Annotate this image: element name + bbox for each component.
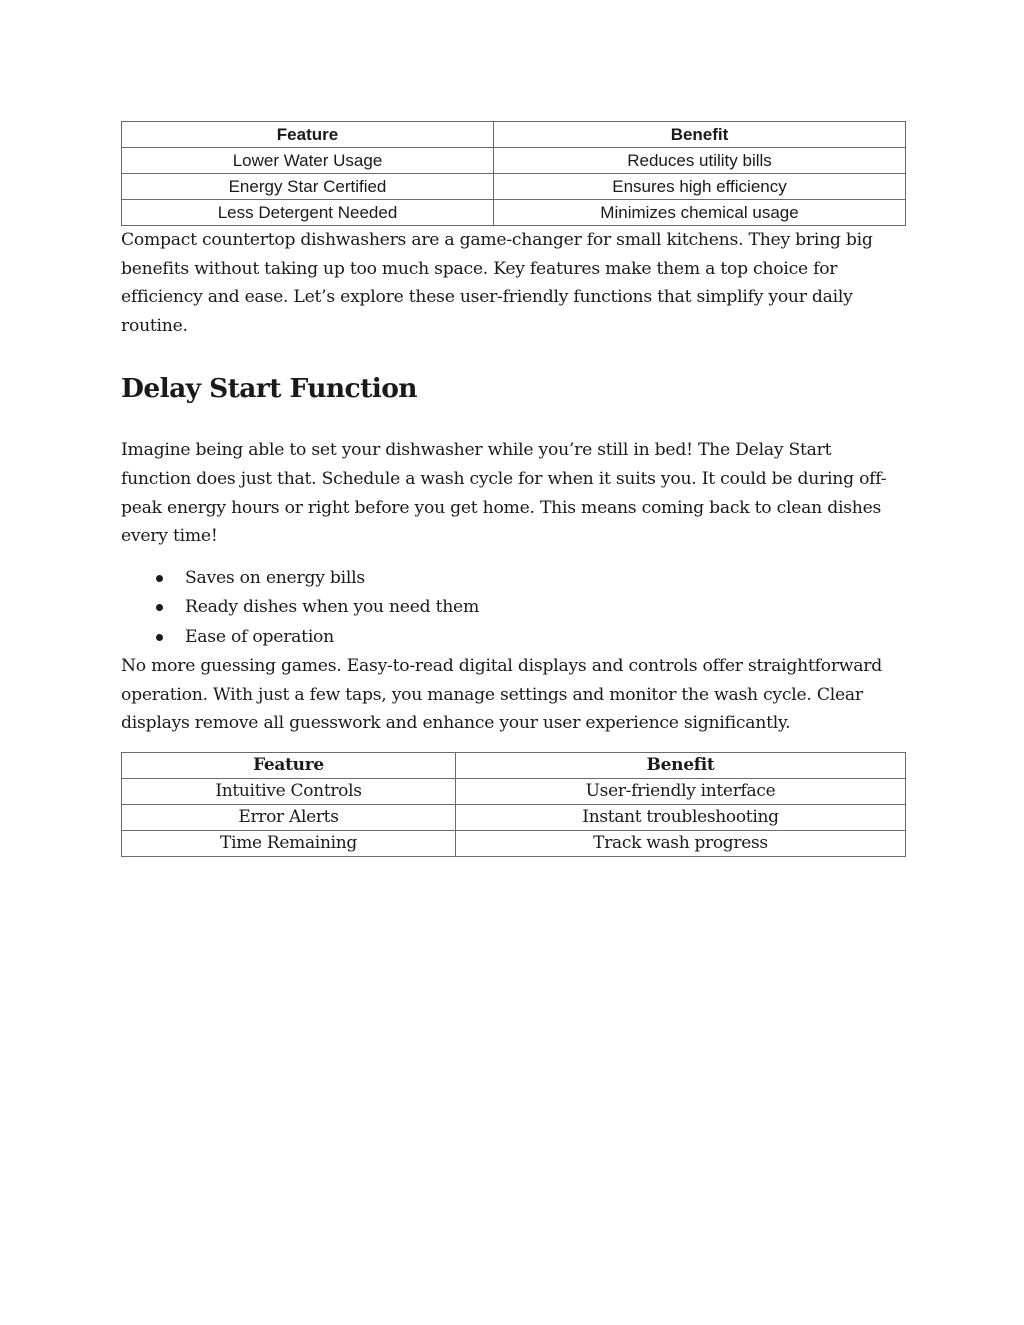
table-cell: User-friendly interface [456, 779, 906, 805]
delay-start-paragraph: Imagine being able to set your dishwasher while you’re still in bed! The Delay Start function does just that. Schedule a wash cycle for when it suits you. It could be during off-peak energy hours or right before you get home. This means coming back to clean dishes every time! [121, 440, 887, 547]
table-row [122, 779, 906, 805]
bullet-icon [156, 604, 163, 611]
table-cell: Less Detergent Needed [122, 200, 494, 226]
table-cell: Lower Water Usage [122, 148, 494, 174]
table-header-row [122, 122, 906, 148]
benefit-list [121, 564, 905, 653]
table-cell: Track wash progress [456, 831, 906, 857]
table-cell: Intuitive Controls [122, 779, 456, 805]
list-item-text: Ease of operation [185, 626, 334, 647]
table-cell: Time Remaining [122, 831, 456, 857]
document-page [121, 121, 905, 857]
table-cell: Energy Star Certified [122, 174, 494, 200]
table-row [122, 831, 906, 857]
table-header-cell: Feature [122, 122, 494, 148]
list-item-text: Ready dishes when you need them [185, 597, 480, 618]
water-efficiency-table [121, 121, 906, 226]
section-heading: Delay Start Function [121, 373, 417, 405]
table-row [122, 148, 906, 174]
table-cell: Instant troubleshooting [456, 805, 906, 831]
table-cell: Ensures high efficiency [494, 174, 906, 200]
displays-paragraph: No more guessing games. Easy-to-read digital displays and controls offer straightforward operation. With just a few taps, you manage settings and monitor the wash cycle. Clear displays remove all guesswork and enhance your user experience significantly. [121, 656, 882, 734]
table-row [122, 200, 906, 226]
display-features-table [121, 752, 906, 857]
table-header-cell: Benefit [456, 753, 906, 779]
intro-paragraph: Compact countertop dishwashers are a game-changer for small kitchens. They bring big benefits without taking up too much space. Key features make them a top choice for efficiency and ease. Let’s explore these user-friendly functions that simplify your daily routine. [121, 230, 873, 336]
list-item [121, 593, 905, 623]
list-item-text: Saves on energy bills [185, 567, 365, 588]
table-cell: Error Alerts [122, 805, 456, 831]
table-row [122, 805, 906, 831]
table-row [122, 174, 906, 200]
list-item [121, 623, 905, 653]
table-header-row [122, 753, 906, 779]
bullet-icon [156, 575, 163, 582]
table-cell: Minimizes chemical usage [494, 200, 906, 226]
table-header-cell: Feature [122, 753, 456, 779]
table-header-cell: Benefit [494, 122, 906, 148]
table-cell: Reduces utility bills [494, 148, 906, 174]
list-item [121, 564, 905, 594]
bullet-icon [156, 634, 163, 641]
